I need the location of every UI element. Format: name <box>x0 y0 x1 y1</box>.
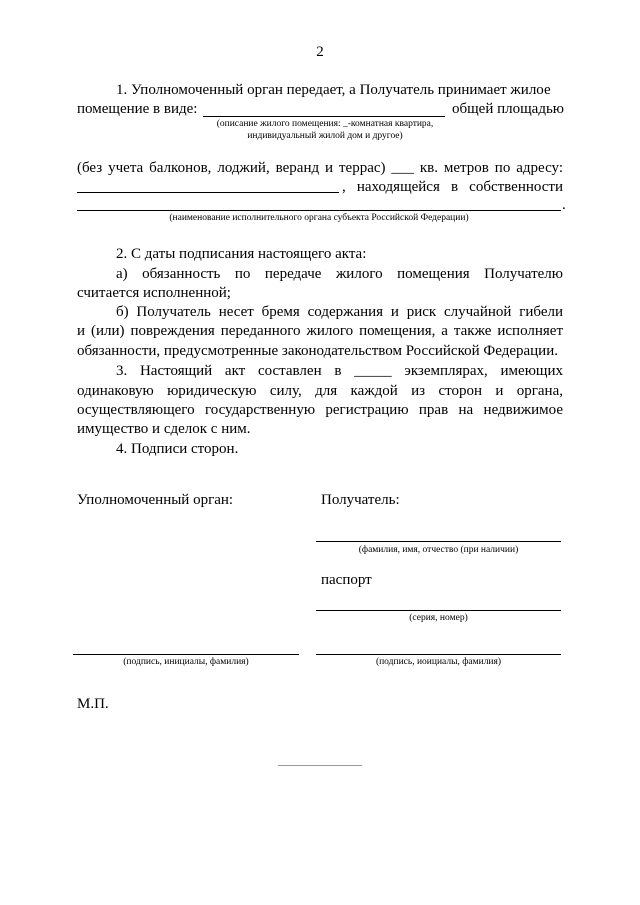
address-line <box>77 192 339 193</box>
p3-line1: 3. Настоящий акт составлен в _____ экземплярах, имеющих <box>116 363 563 379</box>
p3-line2: одинаковую юридическую силу, для каждой из сторон и органа, <box>77 383 563 399</box>
p1-line3: (без учета балконов, лоджий, веранд и террас) ___ кв. метров по адресу: <box>77 160 563 176</box>
p4-text: 4. Подписи сторон. <box>116 441 239 457</box>
p3-line3: осуществляющего государственную регистрацию прав на недвижимое <box>77 402 563 418</box>
caption-recipient-signature: (подпись, иоициалы, фамилия) <box>375 657 502 667</box>
owner-authority-line <box>77 210 561 211</box>
recipient-fio-line <box>316 541 561 542</box>
p2-b-line2: и (или) повреждения переданного жилого помещения, а также исполняет <box>77 323 563 339</box>
p2-b-line3: обязанности, предусмотренные законодательством Российской Федерации. <box>77 343 558 359</box>
p1-line2-end: общей площадью <box>452 101 565 117</box>
p1-line4-end: , находящейся в собственности <box>342 179 563 195</box>
authority-signature-line <box>73 654 299 655</box>
passport-line <box>316 610 561 611</box>
p2-a-line1: а) обязанность по передаче жилого помещения Получателю <box>116 266 563 282</box>
p2-a-line2: считается исполненной; <box>77 285 231 301</box>
caption-authority-signature: (подпись, инициалы, фамилия) <box>123 657 249 667</box>
passport-label: паспорт <box>321 572 372 588</box>
caption-passport: (серия, номер) <box>409 613 468 623</box>
caption-housing-description: (описание жилого помещения: _-комнатная квартира, <box>216 119 434 129</box>
seal-mark: М.П. <box>77 696 109 712</box>
p2-b-line1: б) Получатель несет бремя содержания и риск случайной гибели <box>116 304 563 320</box>
end-divider <box>278 765 362 766</box>
p1-line2-start: помещение в виде: <box>77 101 198 117</box>
recipient-signature-line <box>316 654 561 655</box>
housing-description-line <box>203 116 445 117</box>
caption-housing-description-2: индивидуальный жилой дом и другое) <box>247 131 403 141</box>
caption-fio: (фамилия, имя, отчество (при наличии) <box>358 545 519 555</box>
p2-intro: 2. С даты подписания настоящего акта: <box>116 246 367 262</box>
page-number: 2 <box>316 44 324 60</box>
recipient-label: Получатель: <box>321 492 400 508</box>
p1-line5-end: . <box>562 197 566 213</box>
caption-owner-authority: (наименование исполнительного органа субъекта Российской Федерации) <box>169 213 469 223</box>
p3-line4: имущество и сделок с ним. <box>77 421 251 437</box>
p1-line1: 1. Уполномоченный орган передает, а Получатель принимает жилое <box>116 82 551 98</box>
authority-label: Уполномоченный орган: <box>77 492 234 508</box>
